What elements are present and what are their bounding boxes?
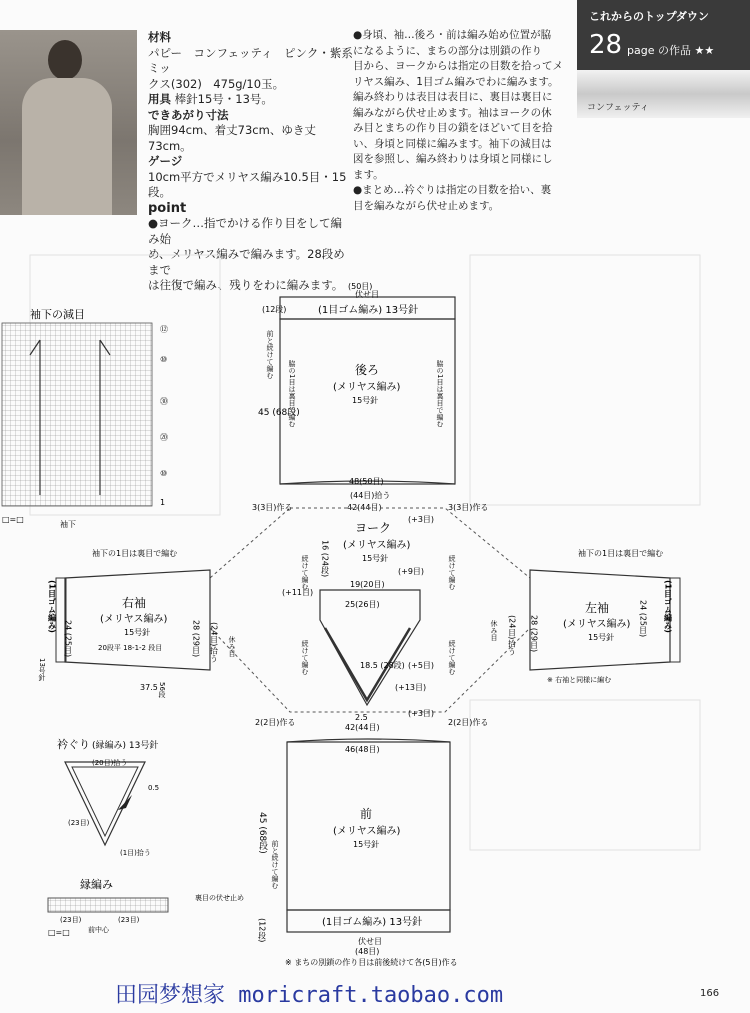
r-sleeve-rib: (1目ゴム編み) bbox=[47, 580, 57, 633]
model-body bbox=[22, 78, 112, 215]
neck-05: 0.5 bbox=[148, 784, 160, 792]
back-width: 48(50目) bbox=[349, 477, 384, 486]
series-badge bbox=[577, 0, 750, 70]
make-3-right: 3(3目)作る bbox=[448, 503, 489, 512]
instructions-block bbox=[353, 28, 575, 214]
page-ref-label: page の作品 ★★ bbox=[627, 44, 715, 57]
chart-mark-5: ⑩ bbox=[160, 469, 168, 478]
front-width: 46(48目) bbox=[345, 745, 380, 754]
point-line-3: は往復で編み、残りをわに編みます。 bbox=[148, 278, 344, 292]
yarn-swatch bbox=[577, 70, 750, 118]
front-rib-label: (1目ゴム編み) 13号針 bbox=[322, 917, 423, 928]
instruction-line: ●まとめ…衿ぐりは指定の目数を拾い、裏 bbox=[353, 184, 552, 196]
page-number: 166 bbox=[700, 988, 720, 999]
front-pick: 42(44目) bbox=[345, 723, 380, 732]
neck-left: (23目) bbox=[68, 819, 90, 827]
back-bottom: 42(44目) bbox=[347, 503, 382, 512]
r-sleeve-pick: (24目)拾う bbox=[209, 622, 219, 663]
edge-count-left: (23目) bbox=[60, 916, 82, 924]
model-photo bbox=[0, 30, 137, 215]
back-pick: (44目)拾う bbox=[350, 491, 391, 500]
r-sleeve-needle: 15号針 bbox=[124, 628, 151, 637]
pattern-diagram bbox=[0, 220, 750, 980]
edge-note: 裏目の伏せ止め bbox=[195, 894, 244, 902]
yoke-neck-width: 25(26目) bbox=[345, 600, 380, 609]
material-heading: 材料 bbox=[148, 30, 171, 44]
l-sleeve-needle: 15号針 bbox=[588, 633, 615, 642]
neckband-diagram bbox=[57, 737, 159, 857]
front-note: ※ まちの別鎖の作り目は前後続けて各(5目)作る bbox=[285, 958, 458, 967]
right-sleeve bbox=[38, 548, 236, 699]
make-3-left: 3(3目)作る bbox=[252, 503, 293, 512]
plus-mark-3: (+11目) bbox=[282, 588, 314, 597]
r-sleeve-decrease: 20段平 18-1-2 段目 bbox=[98, 644, 163, 652]
series-title: これからのトップダウン bbox=[589, 10, 709, 23]
front-bind-width: (48目) bbox=[355, 947, 380, 956]
l-sleeve-same: ※ 右袖と同様に編む bbox=[547, 676, 612, 684]
back-side-note-right: 脇の1目は裏目で編む bbox=[436, 360, 444, 428]
yoke-neck: 19(20目) bbox=[350, 580, 385, 589]
back-cont-note: 前と続けて編む bbox=[266, 330, 274, 379]
edge-center: 前中心 bbox=[88, 926, 109, 934]
instruction-line: み目とまちの作り目の鎖をほどいて目を拾 bbox=[353, 122, 553, 134]
edge-stitch-diagram bbox=[48, 877, 244, 937]
plus-mark-2: (+9目) bbox=[398, 567, 425, 576]
r-sleeve-subtitle: (メリヤス編み) bbox=[100, 614, 168, 625]
yoke-cont-lower-right: 続けて編む bbox=[448, 640, 456, 675]
plus-mark-4: (+5目) bbox=[408, 661, 435, 670]
instruction-line: になるように、まちの部分は別鎖の作り bbox=[353, 44, 542, 57]
l-sleeve-title: 左袖 bbox=[585, 601, 610, 615]
neck-title: 衿ぐり bbox=[57, 738, 90, 751]
yoke-subtitle: (メリヤス編み) bbox=[343, 540, 411, 551]
back-rib-height: (12段) bbox=[262, 305, 287, 314]
instruction-line: ます。 bbox=[353, 168, 384, 181]
watermark: 田园梦想家 moricraft.taobao.com bbox=[115, 983, 504, 1008]
back-rib-label: (1目ゴム編み) 13号針 bbox=[318, 305, 419, 316]
r-sleeve-cuff: 24 (25目) bbox=[63, 620, 73, 658]
yoke-panel bbox=[210, 502, 530, 727]
point-heading: point bbox=[148, 200, 187, 216]
back-side-note-left: 脇の1目は裏目で編む bbox=[288, 360, 296, 428]
material-line-1: パピー コンフェッティ ピンク・紫系ミッ bbox=[148, 45, 353, 75]
size-text: 胸囲94cm、着丈73cm、ゆき丈73cm。 bbox=[148, 123, 316, 153]
chart-title: 袖下の減目 bbox=[30, 308, 85, 321]
neck-bottom: (1目)拾う bbox=[120, 849, 151, 857]
chart-legend: □=□ bbox=[2, 515, 24, 524]
back-needle: 15号針 bbox=[352, 396, 379, 405]
r-sleeve-rest: 休み目 bbox=[228, 636, 236, 657]
chart-mark-6: 1 bbox=[160, 498, 166, 507]
l-sleeve-note: 袖下の1目は裏目で編む bbox=[578, 549, 664, 558]
edge-title: 縁編み bbox=[80, 878, 113, 891]
front-needle: 15号針 bbox=[353, 840, 380, 849]
instruction-line: ●身頃、袖…後ろ・前は編み始め位置が脇 bbox=[353, 29, 552, 41]
neck-subtitle: (縁編み) 13号針 bbox=[92, 741, 159, 751]
l-sleeve-rib: (1目ゴム編み) bbox=[663, 580, 673, 633]
left-sleeve bbox=[490, 548, 680, 684]
front-panel bbox=[257, 723, 458, 967]
yoke-v-width: 2.5 bbox=[355, 713, 368, 722]
chart-mark-4: ⑳ bbox=[160, 433, 168, 442]
instruction-line: 図を参照し、編み終わりは身頃と同様にし bbox=[353, 153, 553, 165]
front-rib-height: (12段) bbox=[257, 918, 267, 943]
instruction-line: 目から、ヨークからは指定の目数を拾ってメ bbox=[353, 60, 563, 72]
yoke-title: ヨーク bbox=[355, 521, 392, 535]
back-title: 後ろ bbox=[355, 363, 380, 377]
point-line-1: ●ヨーク…指でかける作り目をして編み始 bbox=[148, 216, 343, 246]
instruction-line: 目を編みながら伏せ止めます。 bbox=[353, 199, 500, 212]
yoke-needle: 15号針 bbox=[362, 554, 389, 563]
chart-bottom-label: 袖下 bbox=[60, 520, 76, 529]
l-sleeve-top: 28 (29目) bbox=[529, 615, 539, 653]
plus-mark-1: (+3目) bbox=[408, 515, 435, 524]
edge-legend: □=□ bbox=[48, 928, 70, 937]
front-bind-off: 伏せ目 bbox=[358, 937, 382, 946]
instruction-line: 編み終わりは表目は表目に、裏目は裏目に bbox=[353, 91, 553, 103]
r-sleeve-cuff-needle: 13号針 bbox=[38, 658, 46, 681]
instruction-line: 編みながら伏せ止めます。袖はヨークの休 bbox=[353, 106, 552, 119]
yarn-label: コンフェッティ bbox=[587, 103, 649, 113]
yoke-v-depth: 18.5 (28段) bbox=[360, 661, 405, 670]
r-sleeve-top: 28 (29目) bbox=[191, 620, 201, 658]
size-heading: できあがり寸法 bbox=[148, 107, 229, 122]
edge-count-right: (23目) bbox=[118, 916, 140, 924]
l-sleeve-subtitle: (メリヤス編み) bbox=[563, 619, 631, 630]
instruction-line: い、身頃と同様に編みます。袖下の減目は bbox=[353, 137, 552, 150]
yoke-cont-left: 続けて編む bbox=[301, 555, 309, 590]
l-sleeve-pick: (24目)拾う bbox=[507, 615, 517, 656]
chart-mark-2: ⑩ bbox=[160, 355, 168, 364]
chart-mark-3: ㉚ bbox=[160, 397, 168, 406]
decrease-chart-grid bbox=[2, 323, 152, 506]
chart-mark-1: ⑫ bbox=[160, 325, 168, 334]
front-title: 前 bbox=[360, 807, 373, 821]
gauge-heading: ゲージ bbox=[148, 154, 183, 168]
back-height: 45 (68段) bbox=[258, 408, 300, 418]
gauge-text: 10cm平方でメリヤス編み10.5目・15段。 bbox=[148, 169, 347, 199]
back-bind-off: 伏せ目 bbox=[355, 290, 379, 299]
tools-text: 棒針15号・13号。 bbox=[174, 92, 273, 106]
point-line-2: め、メリヤス編みで編みます。28段めまで bbox=[148, 247, 345, 277]
l-sleeve-cuff: 24 (25目) bbox=[638, 600, 648, 638]
front-cont-note: 前と続けて編む bbox=[271, 840, 279, 889]
r-sleeve-note: 袖下の1目は裏目で編む bbox=[92, 549, 178, 558]
instruction-line: リヤス編み、1目ゴム編みでわに編みます。 bbox=[353, 75, 559, 88]
make-2-left: 2(2目)作る bbox=[255, 718, 296, 727]
front-subtitle: (メリヤス編み) bbox=[333, 826, 401, 837]
plus-mark-5: (+13目) bbox=[395, 683, 427, 692]
tools-heading: 用具 bbox=[148, 92, 171, 106]
back-subtitle: (メリヤス編み) bbox=[333, 382, 401, 393]
r-sleeve-length: 37.5 bbox=[140, 683, 158, 692]
model-head bbox=[48, 40, 82, 80]
r-sleeve-title: 右袖 bbox=[122, 596, 147, 610]
front-height: 45 (68段) bbox=[257, 812, 267, 854]
yoke-height: 16 (24段) bbox=[320, 540, 330, 578]
yoke-cont-lower-left: 続けて編む bbox=[301, 640, 309, 675]
plus-mark-6: (+3目) bbox=[408, 709, 435, 718]
neck-top: (20目)拾う bbox=[92, 759, 128, 767]
r-sleeve-rows: 56段 bbox=[158, 682, 166, 698]
back-top-width: (50目) bbox=[348, 282, 373, 291]
page-ref-number: 28 bbox=[589, 30, 623, 60]
make-2-right: 2(2目)作る bbox=[448, 718, 489, 727]
back-panel bbox=[258, 282, 455, 512]
material-line-2: クス(302) 475g/10玉。 bbox=[148, 76, 285, 91]
l-sleeve-rest: 休み目 bbox=[490, 620, 498, 641]
yoke-cont-right: 続けて編む bbox=[448, 555, 456, 590]
